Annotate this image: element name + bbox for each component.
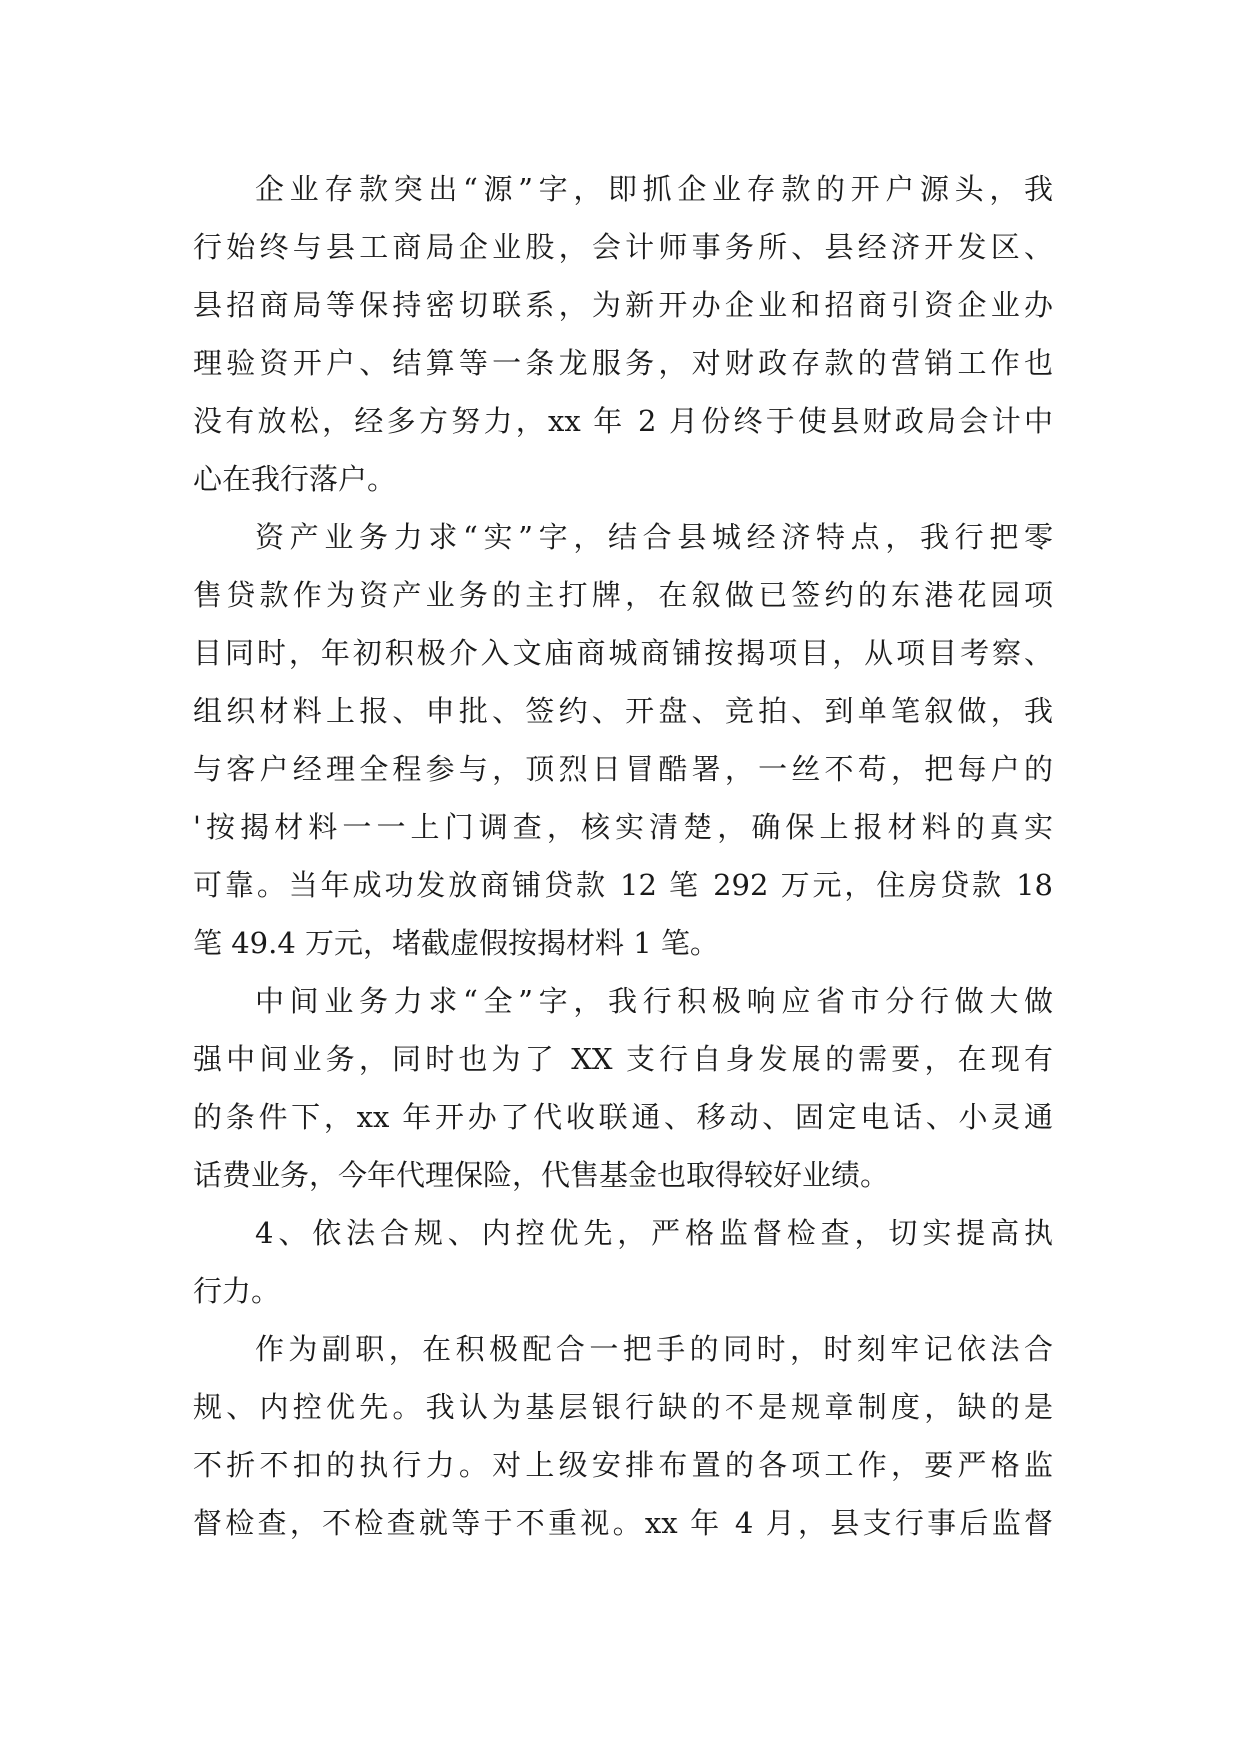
- text-line: 售贷款作为资产业务的主打牌，在叙做已签约的东港花园项: [193, 578, 1053, 612]
- text-line: 理验资开户、结算等一条龙服务，对财政存款的营销工作也: [193, 346, 1053, 380]
- text-line: 笔 49.4 万元，堵截虚假按揭材料 1 笔。: [193, 926, 719, 960]
- text-line: 心在我行落户。: [193, 462, 397, 496]
- document-body: [193, 160, 1053, 1552]
- text-line: 作为副职，在积极配合一把手的同时，时刻牢记依法合: [255, 1332, 1053, 1366]
- text-line: 县招商局等保持密切联系，为新开办企业和招商引资企业办: [193, 288, 1053, 322]
- section-heading: 4、依法合规、内控优先，严格监督检查，切实提高执: [255, 1216, 1053, 1250]
- text-line: 话费业务，今年代理保险，代售基金也取得较好业绩。: [193, 1158, 890, 1192]
- text-line: 与客户经理全程参与，顶烈日冒酷署，一丝不苟，把每户的: [193, 752, 1053, 786]
- text-line: 强中间业务，同时也为了 XX 支行自身发展的需要，在现有: [193, 1042, 1053, 1076]
- text-line: 组织材料上报、申批、签约、开盘、竞拍、到单笔叙做，我: [193, 694, 1053, 728]
- text-line: 督检查，不检查就等于不重视。xx 年 4 月，县支行事后监督: [193, 1506, 1053, 1540]
- text-line: 企业存款突出“源”字，即抓企业存款的开户源头，我: [255, 172, 1053, 206]
- text-line: 不折不扣的执行力。对上级安排布置的各项工作，要严格监: [193, 1448, 1053, 1482]
- text-line: 没有放松，经多方努力，xx 年 2 月份终于使县财政局会计中: [193, 404, 1053, 438]
- text-line: 的条件下，xx 年开办了代收联通、移动、固定电话、小灵通: [193, 1100, 1053, 1134]
- section-heading: 行力。: [193, 1274, 281, 1308]
- text-line: 资产业务力求“实”字，结合县城经济特点，我行把零: [255, 520, 1053, 554]
- text-line: 行始终与县工商局企业股，会计师事务所、县经济开发区、: [193, 230, 1053, 264]
- text-line: '按揭材料一一上门调查，核实清楚，确保上报材料的真实: [193, 810, 1053, 844]
- text-line: 可靠。当年成功发放商铺贷款 12 笔 292 万元，住房贷款 18: [193, 868, 1053, 902]
- text-line: 中间业务力求“全”字，我行积极响应省市分行做大做: [255, 984, 1053, 1018]
- text-line: 规、内控优先。我认为基层银行缺的不是规章制度，缺的是: [193, 1390, 1053, 1424]
- text-line: 目同时，年初积极介入文庙商城商铺按揭项目，从项目考察、: [193, 636, 1053, 670]
